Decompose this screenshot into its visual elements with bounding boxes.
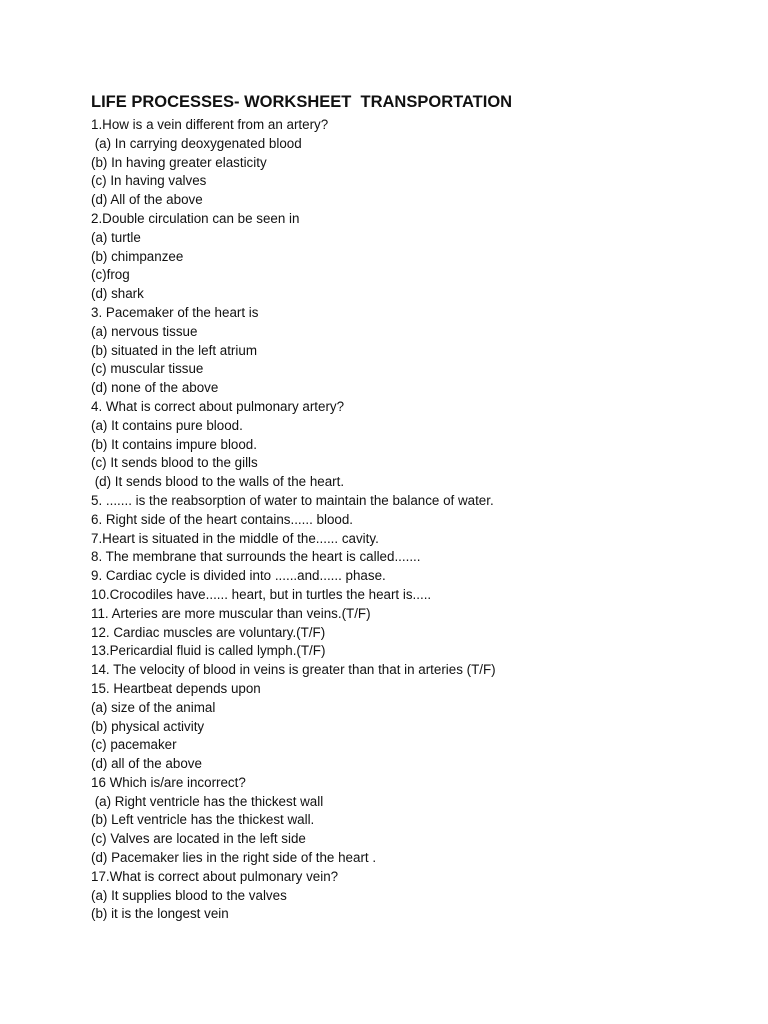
worksheet-line: 3. Pacemaker of the heart is (91, 304, 259, 320)
worksheet-line: (b) In having greater elasticity (91, 154, 267, 170)
worksheet-line: 5. ....... is the reabsorption of water to maintain the balance of water. (91, 492, 494, 508)
worksheet-line: (a) Right ventricle has the thickest wall (91, 793, 324, 809)
worksheet-line: (a) In carrying deoxygenated blood (91, 135, 302, 151)
worksheet-line: (d) shark (91, 286, 144, 302)
worksheet-line: (d) none of the above (91, 380, 219, 396)
worksheet-line: 12. Cardiac muscles are voluntary.(T/F) (91, 624, 326, 640)
worksheet-line: (c) muscular tissue (91, 361, 204, 377)
worksheet-line: (c) It sends blood to the gills (91, 455, 258, 471)
worksheet-line: 1.How is a vein different from an artery? (91, 117, 329, 132)
worksheet-line: (a) nervous tissue (91, 323, 198, 339)
worksheet-line: (a) size of the animal (91, 699, 216, 715)
worksheet-line: 10.Crocodiles have...... heart, but in turtles the heart is..... (91, 586, 432, 602)
worksheet-line: 11. Arteries are more muscular than veins.(T/F) (91, 605, 371, 621)
worksheet-line: (b) it is the longest vein (91, 906, 229, 922)
worksheet-line: (d) Pacemaker lies in the right side of the heart . (91, 850, 377, 866)
worksheet-line: (a) It supplies blood to the valves (91, 887, 287, 903)
worksheet-line: (b) physical activity (91, 718, 205, 734)
worksheet-line: 17.What is correct about pulmonary vein? (91, 868, 339, 884)
worksheet-line: (d) all of the above (91, 756, 202, 772)
worksheet-line: (c) pacemaker (91, 737, 177, 753)
worksheet-line: 9. Cardiac cycle is divided into ......and...... phase. (91, 568, 386, 584)
worksheet-line: (b) situated in the left atrium (91, 342, 257, 358)
worksheet-line: 2.Double circulation can be seen in (91, 210, 300, 226)
worksheet-line: 8. The membrane that surrounds the heart is called....... (91, 549, 421, 565)
worksheet-line: 4. What is correct about pulmonary artery? (91, 398, 345, 414)
worksheet-line: 6. Right side of the heart contains...... blood. (91, 511, 354, 527)
worksheet-line: 13.Pericardial fluid is called lymph.(T/F) (91, 643, 326, 659)
worksheet-line: (a) It contains pure blood. (91, 417, 243, 433)
worksheet-line: (c) Valves are located in the left side (91, 831, 306, 847)
worksheet-line: (d) It sends blood to the walls of the heart. (91, 474, 345, 490)
worksheet-line: (b) It contains impure blood. (91, 436, 257, 452)
worksheet-line: 7.Heart is situated in the middle of the...... cavity. (91, 530, 379, 546)
worksheet-line: (c)frog (91, 267, 130, 283)
worksheet-line: 14. The velocity of blood in veins is greater than that in arteries (T/F) (91, 662, 496, 678)
worksheet-line: (d) All of the above (91, 192, 203, 208)
worksheet-line: (a) turtle (91, 229, 141, 245)
worksheet-title: LIFE PROCESSES- WORKSHEET TRANSPORTATION (91, 93, 513, 111)
worksheet-line: (c) In having valves (91, 173, 207, 189)
worksheet-line: (b) chimpanzee (91, 248, 184, 264)
worksheet-line: (b) Left ventricle has the thickest wall. (91, 812, 315, 828)
worksheet-line: 16 Which is/are incorrect? (91, 774, 246, 790)
worksheet-line: 15. Heartbeat depends upon (91, 680, 261, 696)
question-list (91, 116, 496, 924)
